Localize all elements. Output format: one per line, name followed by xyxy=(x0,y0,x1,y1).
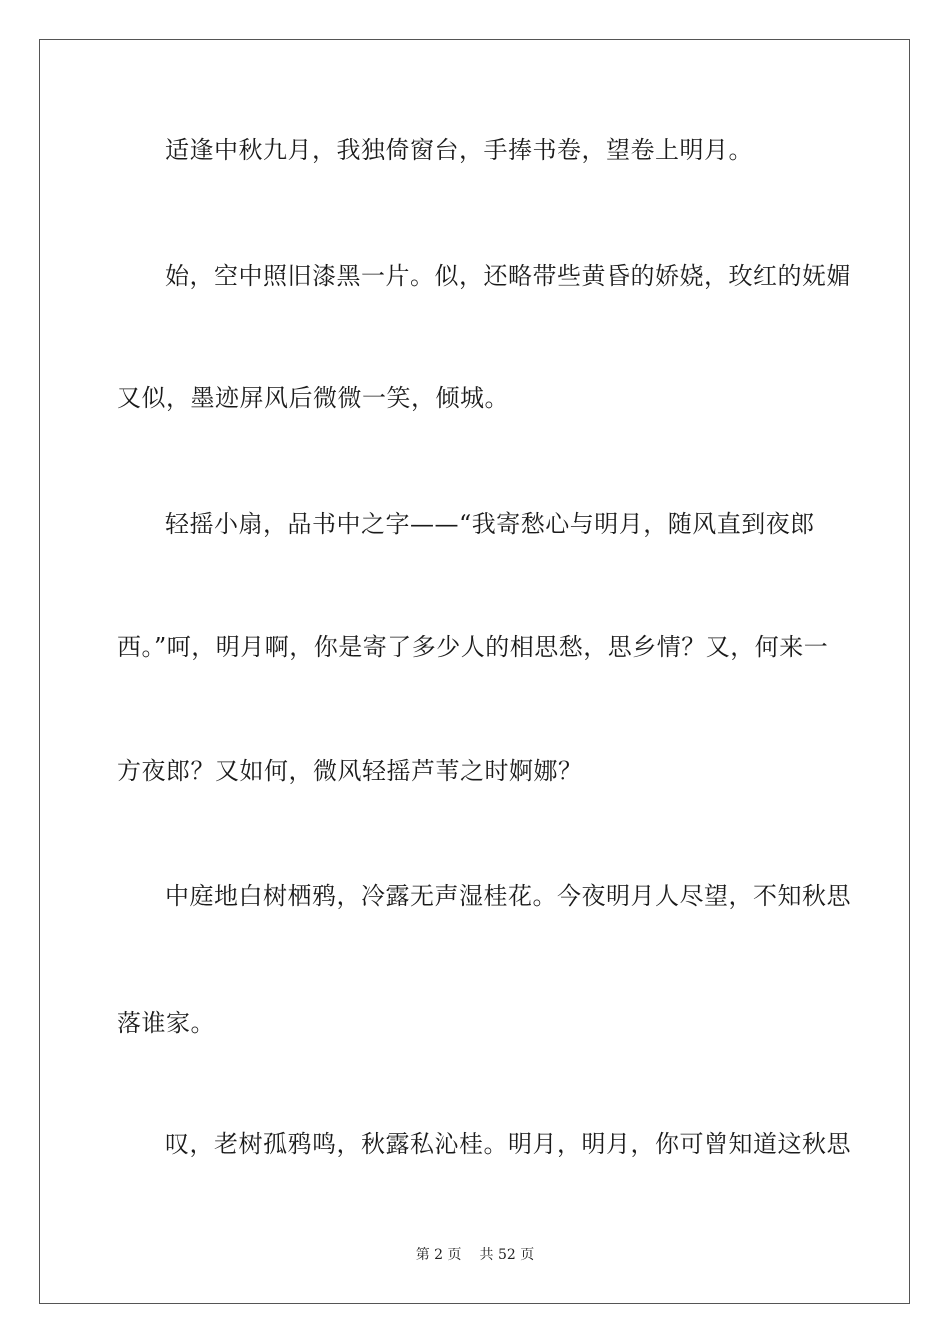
page-footer xyxy=(0,1245,950,1265)
text-line: 西。”呵，明月啊，你是寄了多少人的相思愁，思乡情？又，何来一 xyxy=(117,633,829,661)
page-total: 共 52 页 xyxy=(479,1247,535,1263)
text-line: 叹，老树孤鸦鸣，秋露私沁桂。明月，明月，你可曾知道这秋思 xyxy=(165,1130,851,1158)
text-line: 方夜郎？又如何，微风轻摇芦苇之时婀娜？ xyxy=(117,757,583,785)
page-border xyxy=(39,39,910,1304)
text-line: 中庭地白树栖鸦，冷露无声湿桂花。今夜明月人尽望，不知秋思 xyxy=(165,882,851,910)
page-number: 第 2 页 xyxy=(415,1247,462,1263)
text-line: 又似，墨迹屏风后微微一笑，倾城。 xyxy=(117,384,509,412)
text-line: 始，空中照旧漆黑一片。似，还略带些黄昏的娇娆，玫红的妩媚 xyxy=(165,262,851,290)
text-line: 落谁家。 xyxy=(117,1009,215,1037)
text-line: 适逢中秋九月，我独倚窗台，手捧书卷，望卷上明月。 xyxy=(165,136,753,164)
text-line: 轻摇小扇，品书中之字——“我寄愁心与明月，随风直到夜郎 xyxy=(165,510,815,538)
